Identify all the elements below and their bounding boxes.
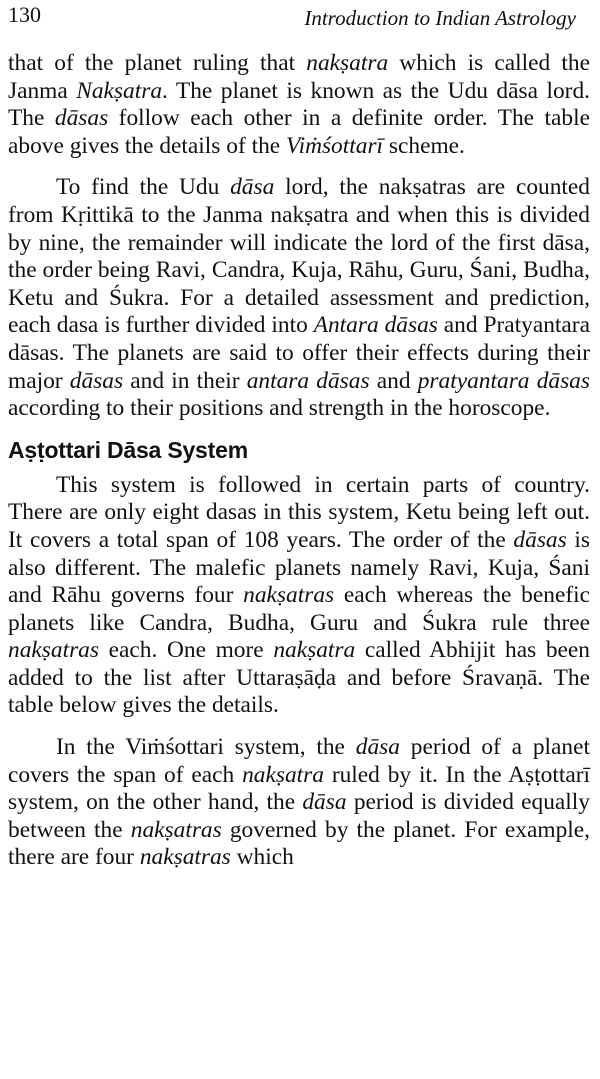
- paragraph: This system is followed in certain parts of country. There are only eight dasas in this system, Ketu being left out. It covers a total span of 108 years. The order of the dāsas is also different. The malefic planets namely Ravi, Kuja, Śani and Rāhu governs four nakṣatras each whereas the benefic planets like Candra, Budha, Guru and Śukra rule three nakṣatras each. One more nakṣatra called Abhijit has been added to the list after Uttaraṣāḍa and before Śravaṇā. The table below gives the details.: [8, 471, 590, 719]
- running-title: Introduction to Indian Astrology: [304, 6, 576, 30]
- italic-term: nakṣatra: [273, 637, 356, 664]
- section-heading: Aṣṭottari Dāsa System: [8, 436, 248, 463]
- italic-term: Viṁśottarī: [286, 132, 384, 159]
- italic-term: dāsas: [69, 367, 124, 394]
- italic-term: Nakṣatra: [76, 77, 163, 104]
- italic-term: nakṣatras: [130, 816, 222, 843]
- italic-term: dāsa: [355, 734, 400, 761]
- italic-term: nakṣatra: [306, 50, 389, 76]
- italic-term: nakṣatras: [8, 637, 99, 664]
- italic-term: antara dāsas: [246, 367, 370, 394]
- page-header: [8, 0, 590, 50]
- italic-term: dāsa: [230, 174, 275, 201]
- paragraph: To find the Udu dāsa lord, the nakṣatras are counted from Kṛittikā to the Janma nakṣatra and when this is divided by nine, the remainder will indicate the lord of the first dāsa, the order being Ravi, Candra, Kuja, Rāhu, Guru, Śani, Budha, Ketu and Śukra. For a detailed assessment and prediction, each dasa is further divided into Antara dāsas and Pratyantara dāsas. The planets are said to offer their effects during their major dāsas and in their antara dāsas and pratyantara dāsas according to their positions and strength in the horoscope.: [8, 174, 590, 422]
- italic-term: dāsas: [513, 526, 567, 553]
- page-number: 130: [8, 2, 41, 27]
- paragraph: that of the planet ruling that nakṣatra which is called the Janma Nakṣatra. The planet is known as the Udu dāsa lord. The dāsas follow each other in a definite order. The table above gives the details of the Viṁśottarī scheme.: [8, 50, 591, 159]
- italic-term: nakṣatra: [242, 761, 324, 788]
- paragraph: In the Viṁśottari system, the dāsa period of a planet covers the span of each nakṣatra ruled by it. In the Aṣṭottarī system, on the other hand, the dāsa period is divided equally between the nakṣatras governed by the planet. For example, there are four nakṣatras which: [8, 734, 591, 871]
- italic-term: dāsa: [302, 789, 347, 816]
- italic-term: dāsas: [54, 105, 109, 132]
- italic-term: pratyantara dāsas: [417, 367, 590, 394]
- italic-term: nakṣatras: [243, 582, 335, 609]
- italic-term: Antara dāsas: [313, 312, 438, 339]
- italic-term: nakṣatras: [139, 844, 231, 871]
